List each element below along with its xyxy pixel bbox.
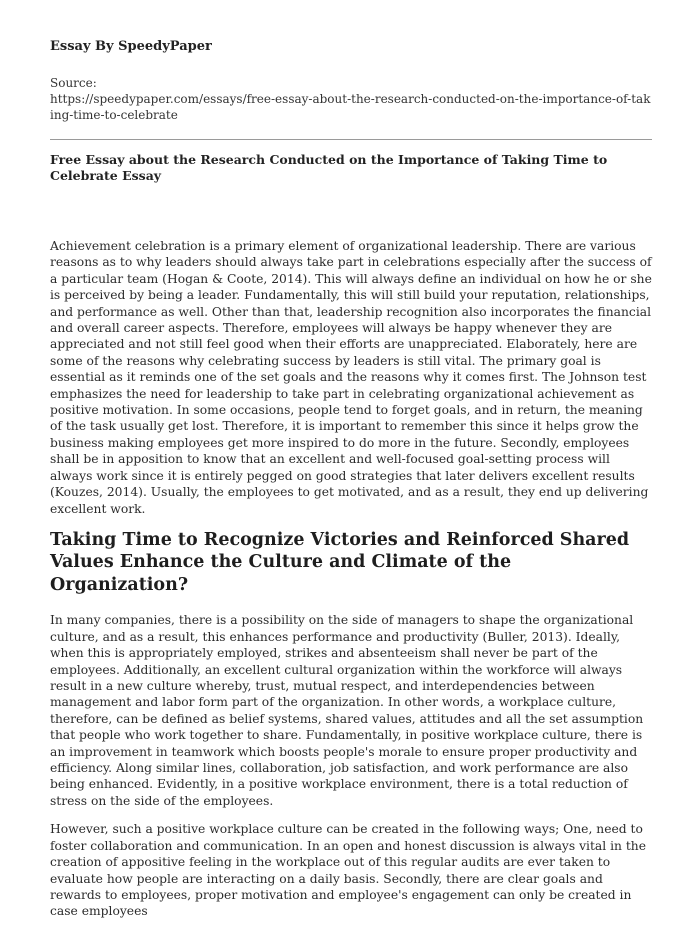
essay-title: Free Essay about the Research Conducted on the Importance of Taking Time to Celebrate Essay [50,152,608,183]
source-label: Source: [50,76,97,90]
section-paragraph-2: However, such a positive workplace culture can be created in the following ways; One, need to foster collaboration and communication. In an open and honest discussion is always vital in the creation of appositive feeling in the workplace out of this regular audits are ever taken to evaluate how people are interacting on a daily basis. Secondly, there are clear goals and rewards to employees, proper motivation and employee's engagement can only be created in case employees [50,822,646,919]
header-divider [50,139,652,140]
document-page [50,38,652,932]
section-heading: Taking Time to Recognize Victories and Reinforced Shared Values Enhance the Culture and Climate of the Organization? [50,529,630,595]
source-url[interactable]: https://speedypaper.com/essays/free-essay-about-the-research-conducted-on-the-importance-of-taking-time-to-celebrate [50,92,651,122]
section-paragraph-1: In many companies, there is a possibility on the side of managers to shape the organizational culture, and as a result, this enhances performance and productivity (Buller, 2013). Ideally, when this is appropriately employed, strikes and absenteeism shall never be part of the employees. Additionally, an excellent cultural organization within the workforce will always result in a new culture whereby, trust, mutual respect, and interdependencies between management and labor form part of the organization. In other words, a workplace culture, therefore, can be defined as belief systems, shared values, attitudes and all the set assumption that people who work together to share. Fundamentally, in positive workplace culture, there is an improvement in teamwork which boosts people's morale to ensure proper productivity and efficiency. Along similar lines, collaboration, job satisfaction, and work performance are also being enhanced. Evidently, in a positive workplace environment, there is a total reduction of stress on the side of the employees. [50,613,644,808]
brand-line: Essay By SpeedyPaper [50,39,212,54]
intro-paragraph: Achievement celebration is a primary element of organizational leadership. There are various reasons as to why leaders should always take part in celebrations especially after the success of a particular team (Hogan & Coote, 2014). This will always define an individual on how he or she is perceived by being a leader. Fundamentally, this will still build your reputation, relationships, and performance as well. Other than that, leadership recognition also incorporates the financial and overall career aspects. Therefore, employees will always be happy whenever they are appreciated and not still feel good when their efforts are unappreciated. Elaborately, here are some of the reasons why celebrating success by leaders is still vital. The primary goal is essential as it reminds one of the set goals and the reasons why it comes first. The Johnson test emphasizes the need for leadership to take part in celebrating organizational achievement as positive motivation. In some occasions, people tend to forget goals, and in return, the meaning of the task usually get lost. Therefore, it is important to remember this since it helps grow the business making employees get more inspired to do more in the future. Secondly, employees shall be in apposition to know that an excellent and well-focused goal-setting process will always work since it is entirely pegged on good strategies that later delivers excellent results (Kouzes, 2014). Usually, the employees to get motivated, and as a result, they end up delivering excellent work. [50,239,652,516]
